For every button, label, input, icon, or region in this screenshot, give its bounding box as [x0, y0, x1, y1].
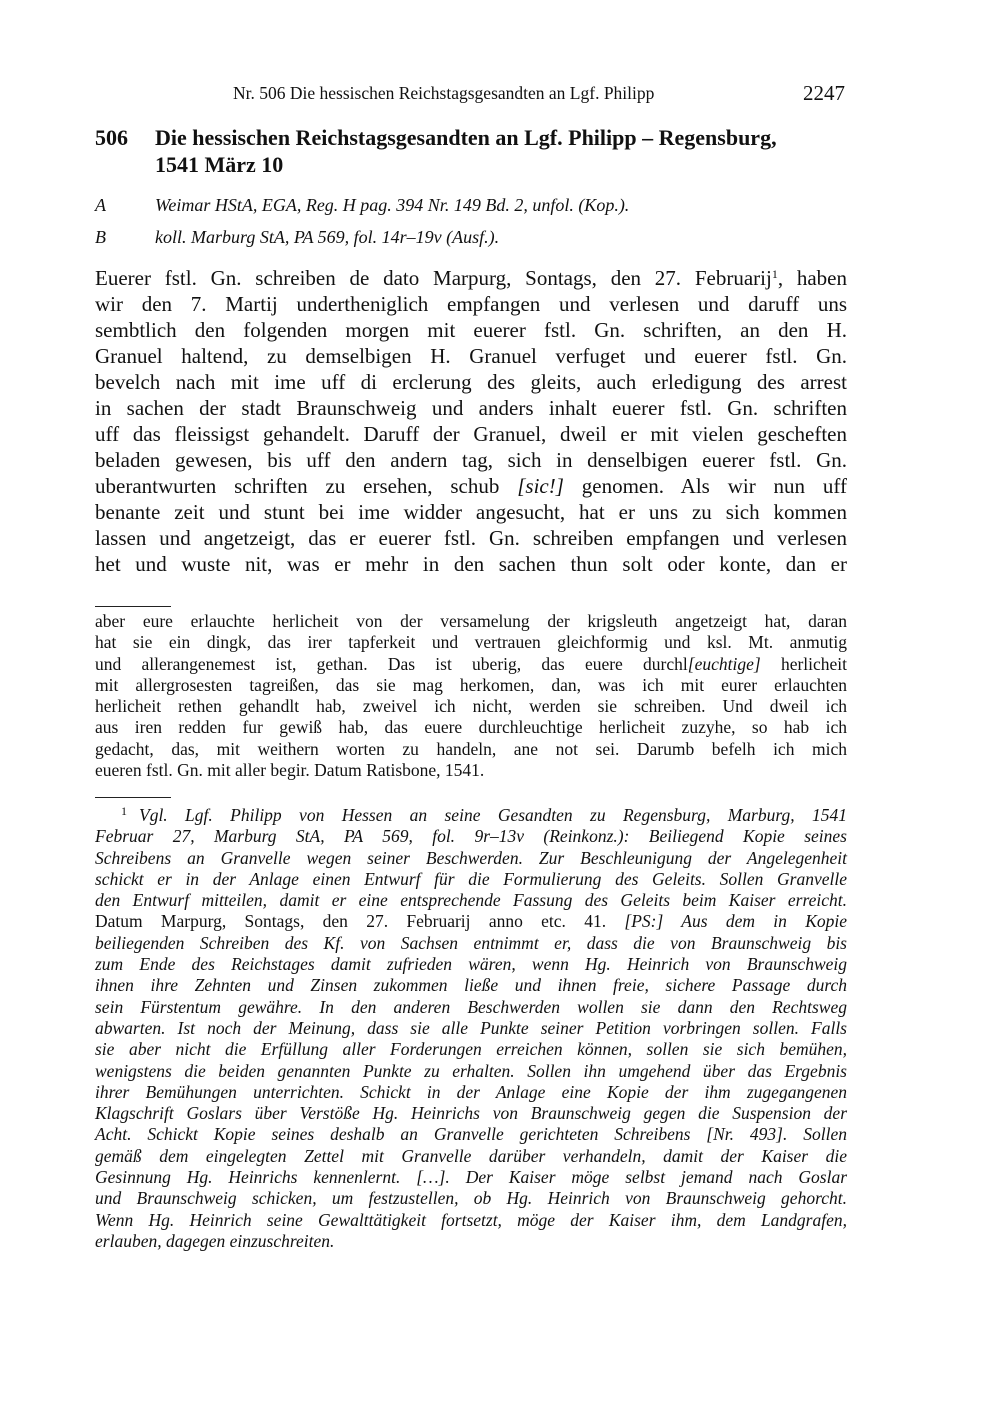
- text-line: [95, 473, 847, 499]
- text-line: wir den 7. Martij undertheniglich empfangen und verlesen und daruff uns: [95, 292, 847, 316]
- source-entry: [95, 195, 847, 227]
- footnote-divider: [95, 797, 171, 798]
- footnote-line: Schreibens an Granvelle wegen seiner Beschwerden. Zur Beschleunigung der Angelegenheit: [95, 847, 847, 868]
- text-segment: Euerer fstl. Gn. schreiben de dato Marpurg, Sontags, den 27. Februarij: [95, 266, 772, 290]
- apparatus-divider: [95, 606, 171, 607]
- text-line: [95, 265, 847, 291]
- source-text: koll. Marburg StA, PA 569, fol. 14r–19v (Ausf.).: [155, 227, 500, 247]
- footnote-ref[interactable]: 1: [771, 267, 778, 281]
- footnote-line: Wenn Hg. Heinrich seine Gewalttätigkeit fortsetzt, möge der Kaiser ihm, dem Landgrafen,: [95, 1209, 847, 1230]
- document-title-line-2: 1541 März 10: [155, 152, 284, 177]
- text-segment: und allerangenemest ist, gethan. Das ist uberig, das euere durchl: [95, 653, 688, 674]
- footnote-line: sie aber nicht die Erfüllung aller Forderungen erreichen können, sollen sie sich bemühen,: [95, 1039, 847, 1060]
- document-title: [155, 124, 847, 178]
- footnote-line: schickt er in der Anlage einen Entwurf für die Formulierung des Geleits. Sollen Granvelle: [95, 868, 847, 889]
- main-text: [95, 265, 847, 577]
- footnote-line: den Entwurf mitteilen, damit er eine entsprechende Fassung des Geleits beim Kaiser erreicht.: [95, 890, 847, 911]
- footnote-line: abwarten. Ist noch der Meinung, dass sie alle Punkte seiner Petition vorbringen sollen. Falls: [95, 1017, 847, 1038]
- source-text: Weimar HStA, EGA, Reg. H pag. 394 Nr. 149 Bd. 2, unfol. (Kop.).: [155, 195, 630, 215]
- footnote-line: erlauben, dagegen einzuschreiten.: [95, 1230, 335, 1251]
- source-list: [95, 195, 847, 259]
- text-apparatus: [95, 611, 847, 781]
- text-segment: , haben: [777, 266, 847, 290]
- apparatus-line: aber eure erlauchte herlicheit von der versamelung der krigsleuth angetzeigt hat, daran: [95, 611, 847, 631]
- text-line: het und wuste nit, was er mehr in den sachen thun solt oder konte, dan er: [95, 552, 847, 576]
- source-entry: [95, 227, 847, 259]
- apparatus-line: hat sie ein dingk, das irer tapferkeit und vertrauen gleichformig und ksl. Mt. anmutig: [95, 632, 847, 653]
- footnote-line: sein Fürstentum gewähre. In den anderen Beschwerden wollen sie dann den Rechtsweg: [95, 996, 847, 1017]
- footnote-line: ihrer Bemühungen unterrichten. Schickt in der Anlage eine Kopie der ihm zugegangenen: [95, 1081, 847, 1102]
- footnote-line: [95, 805, 847, 826]
- text-segment: genomen. Als wir nun uff: [581, 474, 848, 498]
- text-line: benante zeit und stunt bei ime widder angesucht, hat er uns zu sich kommen: [95, 500, 847, 524]
- document-title-line-1: Die hessischen Reichstagsgesandten an Lgf. Philipp – Regensburg,: [155, 125, 777, 150]
- footnote-line: [95, 911, 847, 932]
- footnote-line: Acht. Schickt Kopie seines deshalb an Granvelle gerichteten Schreibens [Nr. 493]. Sollen: [95, 1124, 847, 1145]
- source-siglum: B: [95, 227, 106, 247]
- text-segment: herlicheit: [780, 653, 848, 674]
- footnote-line: zum Ende des Reichstages damit zufrieden wären, wenn Hg. Heinrich von Braunschweig: [95, 954, 847, 975]
- text-segment: Vgl. Lgf. Philipp von Hessen an seine Gesandten zu Regensburg, Marburg, 1541: [139, 805, 847, 825]
- page-number: 2247: [803, 81, 845, 105]
- footnote-line: gemäß dem eingelegten Zettel mit Granvelle darüber verhandeln, damit der Kaiser die: [95, 1145, 847, 1166]
- apparatus-line: [95, 654, 847, 675]
- apparatus-line: herlicheit rethen gehandlt hab, zweivel ich nicht, werden sie schreiben. Und dweil ich: [95, 696, 847, 717]
- text-segment: [PS:] Aus dem in Kopie: [624, 911, 848, 932]
- apparatus-line: eueren fstl. Gn. mit aller begir. Datum Ratisbone, 1541.: [95, 760, 485, 781]
- text-line: sembtlich den folgenden morgen mit euerer fstl. Gn. schriften, an den H.: [95, 318, 847, 342]
- text-line: lassen und angetzeigt, das er euerer fstl. Gn. schreiben empfangen und verlesen: [95, 526, 847, 550]
- apparatus-line: mit allergrosesten tagreißen, das sie mag herkomen, dan, was ich mit eurer erlauchten: [95, 674, 847, 695]
- footnote-line: Februar 27, Marburg StA, PA 569, fol. 9r–13v (Reinkonz.): Beiliegend Kopie seines: [95, 826, 847, 847]
- footnote-line: ihnen ihre Zehnten und Zinsen zukommen ließe und ihnen freie, sichere Passage durch: [95, 975, 847, 996]
- footnote-line: Klagschrift Goslars über Verstöße Hg. Heinrichs von Braunschweig gegen die Suspension der: [95, 1103, 847, 1124]
- footnote: [95, 805, 847, 1252]
- text-line: Granuel haltend, zu demselbigen H. Granuel verfuget und euerer fstl. Gn.: [95, 344, 847, 368]
- text-line: in sachen der stadt Braunschweig und anders inhalt euerer fstl. Gn. schriften: [95, 396, 847, 420]
- editorial-note: [sic!]: [517, 474, 564, 498]
- footnote-line: und Braunschweig schicken, um festzustellen, ob Hg. Heinrich von Braunschweig gehorcht.: [95, 1188, 847, 1209]
- source-siglum: A: [95, 195, 106, 215]
- text-line: uff das fleissigst gehandelt. Daruff der Granuel, dweil er mit vielen gescheften: [95, 422, 847, 446]
- apparatus-line: gedacht, das, mit weithern worten zu handeln, ane not sei. Darumb befelh ich mich: [95, 738, 847, 759]
- editorial-note: [euchtige]: [687, 653, 761, 674]
- running-title: Nr. 506 Die hessischen Reichstagsgesandten an Lgf. Philipp: [233, 83, 655, 103]
- footnote-line: wenigstens die beiden genannten Punkte zu erhalten. Sollen ihn umgehend über das Ergebnis: [95, 1060, 847, 1081]
- footnote-line: beiliegenden Schreiben des Kf. von Sachsen entnimmt er, dass die von Braunschweig bis: [95, 932, 847, 953]
- text-segment: Datum Marpurg, Sontags, den 27. Februarij anno etc. 41.: [95, 911, 607, 932]
- text-line: bevelch nach mit ime uff di erclerung des gleits, auch erledigung des arrest: [95, 370, 847, 394]
- running-head: [95, 81, 847, 107]
- text-line: beladen gewesen, bis uff den andern tag, sich in denselbigen euerer fstl. Gn.: [95, 448, 847, 472]
- footnote-line: Gesinnung Hg. Heinrichs kennenlernt. […]. Der Kaiser möge selbst jemand nach Goslar: [95, 1167, 847, 1188]
- apparatus-line: aus iren redden fur gewiß hab, das euere durchleuchtige herlicheit zuzyhe, so hab ich: [95, 717, 847, 738]
- document-number: 506: [95, 125, 128, 150]
- text-segment: uberantwurten schriften zu ersehen, schub: [95, 474, 500, 498]
- footnote-mark: 1: [121, 804, 127, 818]
